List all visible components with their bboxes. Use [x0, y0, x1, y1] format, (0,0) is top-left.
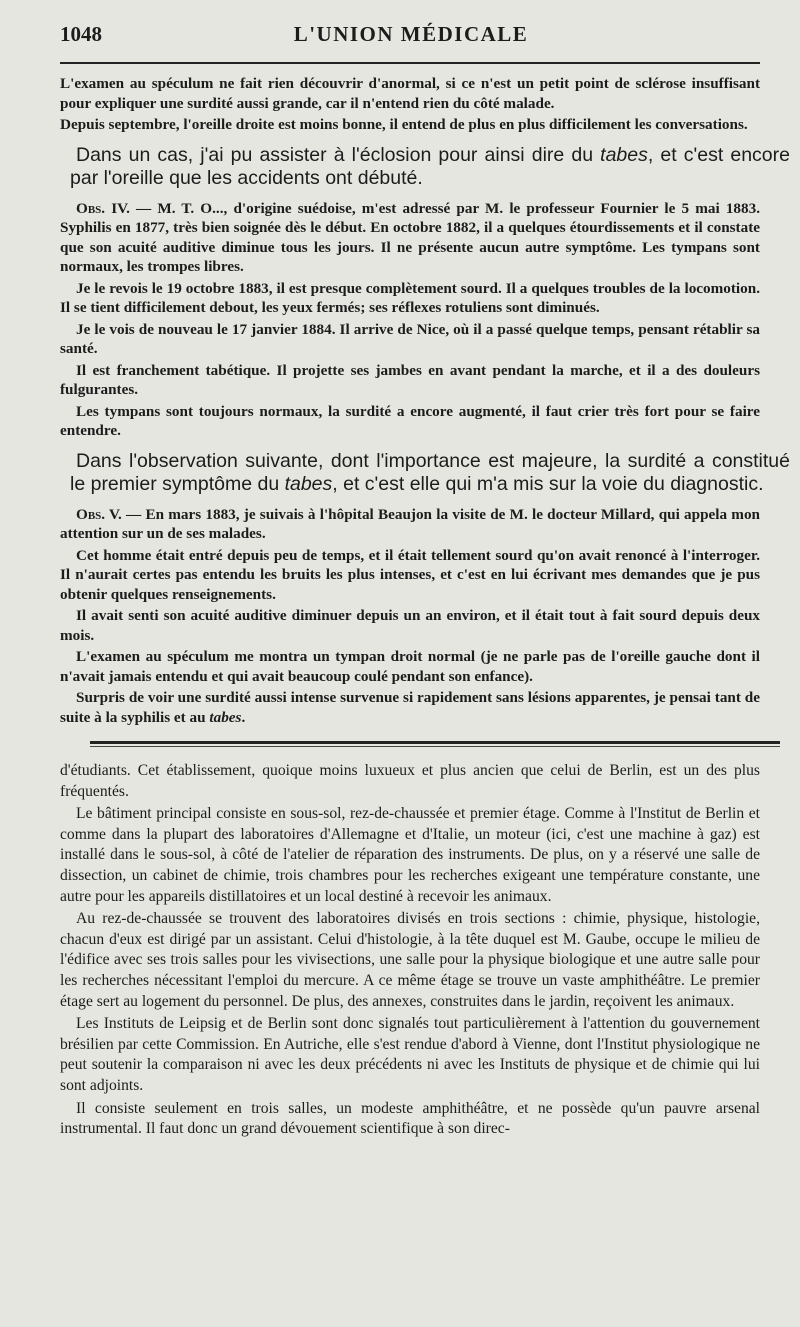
- journal-title: L'UNION MÉDICALE: [293, 22, 529, 46]
- paragraph-surpris-tail: .: [241, 708, 246, 726]
- paragraph-rez-de-chaussee: Au rez-de-chaussée se trouvent des laboratoires divisés en trois sections : chimie, physique, histologie, chacun d'eux est dirigé par un assistant. Celui d'histologie, à la tête duquel est M. Gaube, occupe le milieu de l'édifice avec ses trois salles pour les vivisections, une salle pour la physique biologique et une autre salle pour les recherches nécessitant l'emploi du mercure. A ce même étage se trouve un vaste amphithéâtre. Le premier étage sert au logement du personnel. De plus, des annexes, construites dans le jardin, reçoivent les animaux.: [60, 910, 760, 1010]
- lead-2-text: Dans l'observation suivante, dont l'importance est majeure, la surdité a constitué le premier symptôme du: [70, 449, 790, 495]
- page-number: 1048: [60, 22, 102, 46]
- lead-paragraph-1: [70, 144, 790, 191]
- paragraph-etudiants: d'étudiants. Cet établissement, quoique moins luxueux et plus ancien que celui de Berlin, est un des plus fréquentés.: [60, 762, 760, 800]
- observation-4-text: — M. T. O..., d'origine suédoise, m'est adressé par M. le professeur Fournier le 5 mai 1883. Syphilis en 1877, très bien soignée dès le début. En octobre 1882, il a quelques étourdissements et il constate que son acuité auditive diminue tous les jours. Il ne présente aucun autre symptôme. Les tympans sont normaux, les trompes libres.: [60, 199, 760, 275]
- paragraph-tympans: Les tympans sont toujours normaux, la surdité a encore augmenté, il faut crier très fort pour se faire entendre.: [60, 402, 760, 439]
- lead-2-emphasis: tabes: [284, 473, 333, 495]
- page-header: [60, 22, 760, 56]
- lead-2-tail: , et c'est elle qui m'a mis sur la voie du diagnostic.: [332, 473, 764, 495]
- lead-1-tail: , et c'est encore par l'oreille que les accidents ont débuté.: [70, 143, 790, 189]
- header-rule: [60, 62, 760, 64]
- lead-1-emphasis: tabes: [600, 143, 648, 166]
- paragraph-acuite: Il avait senti son acuité auditive diminuer depuis un an environ, et il était tout à fait sourd depuis deux mois.: [60, 607, 760, 644]
- paragraph-instituts: Les Instituts de Leipsig et de Berlin sont donc signalés tout particulièrement à l'attention du gouvernement brésilien par cette Commission. En Autriche, elle s'est rendue d'abord à Vienne, dont l'Institut physiologique ne peut soutenir la comparaison ni avec les deux précédents ni avec les Instituts de physique et de chimie qui lui sont adjoints.: [60, 1015, 760, 1094]
- paragraph-homme: Cet homme était entré depuis peu de temps, et il était tellement sourd qu'on avait renoncé à l'interroger. Il n'aurait certes pas entendu les bruits les plus intenses, et c'est en lui écrivant mes demandes que je pus obtenir quelques renseignements.: [60, 546, 760, 603]
- lead-1-text: Dans un cas, j'ai pu assister à l'éclosion pour ainsi dire du: [76, 143, 601, 166]
- paragraph-speculum: L'examen au spéculum me montra un tympan droit normal (je ne parle pas de l'oreille gauche dont il n'avait jamais entendu et qui avait beaucoup coulé pendant son enfance).: [60, 648, 760, 685]
- paragraph-revois: Je le revois le 19 octobre 1883, il est presque complètement sourd. Il a quelques troubles de la locomotion. Il se tient difficilement debout, les yeux fermés; ses réflexes rotuliens sont diminués.: [60, 279, 760, 316]
- lead-paragraph-2: [70, 450, 790, 497]
- paragraph-consiste: Il consiste seulement en trois salles, un modeste amphithéâtre, et ne possède qu'un pauvre arsenal instrumental. Il faut donc un grand dévouement scientifique à son direc-: [60, 1099, 760, 1138]
- section-divider: [90, 741, 780, 747]
- paragraph-batiment: Le bâtiment principal consiste en sous-sol, rez-de-chaussée et premier étage. Comme à l'Institut de Berlin et comme dans la plupart des laboratoires d'Allemagne et d'Italie, un moteur (ici, c'est une machine à gaz) est installé dans le sous-sol, à côté de l'atelier de réparation des instruments. De plus, on y a réservé une salle de dissection, un cabinet de chimie, trois chambres pour les recherches exigeant une température constante, une autre pour les appareils distillatoires et un local destiné à recevoir les animaux.: [60, 805, 760, 905]
- observation-4-label: Obs. IV.: [76, 199, 130, 217]
- paragraph-surpris: [60, 688, 760, 727]
- paragraph-septembre: Depuis septembre, l'oreille droite est moins bonne, il entend de plus en plus difficilement les conversations.: [60, 116, 748, 133]
- observation-5-text: — En mars 1883, je suivais à l'hôpital Beaujon la visite de M. le docteur Millard, qui appela mon attention sur un de ses malades.: [60, 505, 760, 542]
- paragraph-nouveau: Je le vois de nouveau le 17 janvier 1884. Il arrive de Nice, où il a passé quelque temps, pensant rétablir sa santé.: [60, 320, 760, 357]
- observation-4: [60, 199, 760, 277]
- paragraph-surpris-text: Surpris de voir une surdité aussi intense survenue si rapidement sans lésions apparentes, je pensai tant de suite à la syphilis et au: [60, 689, 760, 726]
- paragraph-tabetique: Il est franchement tabétique. Il projette ses jambes en avant pendant la marche, et il a des douleurs fulgurantes.: [60, 361, 760, 398]
- paragraph-examen: L'examen au spéculum ne fait rien découvrir d'anormal, si ce n'est un petit point de sclérose insuffisant pour expliquer une surdité aussi grande, car il n'entend rien du côté malade.: [60, 75, 760, 112]
- paragraph-surpris-emphasis: tabes: [209, 708, 242, 726]
- observation-5: [60, 505, 760, 544]
- observation-5-label: Obs. V.: [76, 505, 122, 523]
